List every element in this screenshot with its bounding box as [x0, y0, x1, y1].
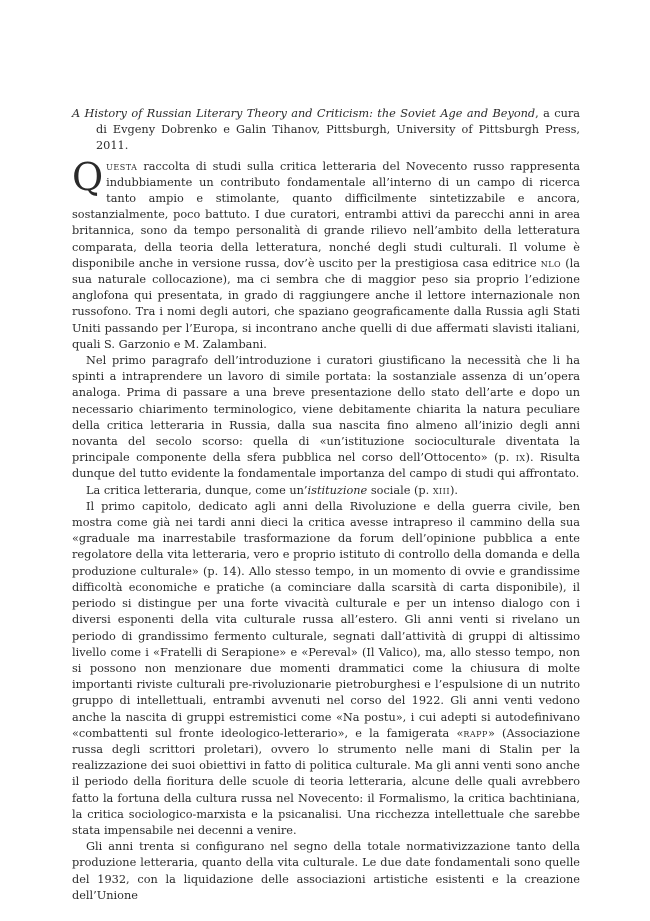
- bibliographic-reference: [72, 106, 580, 155]
- text-run: La critica letteraria, dunque, come un’: [86, 483, 308, 497]
- text-run: » (Associazione russa degli scrittori proletari), ovvero lo strumento nelle mani di Stalin per la realizzazione dei suoi obiettivi in fatto di politica culturale. Ma gli anni venti sono anche il periodo della fioritura delle scuole di teoria letteraria, alcune delle quali avrebbero fatto la fortuna della cultura russa nel Novecento: il Formalismo, la critica bachtiniana, la critica sociologico-marxista e la psicanalisi. Una ricchezza intellettuale che sarebbe stata impensabile nei decenni a venire.: [72, 726, 580, 837]
- acronym: rapp: [463, 726, 488, 740]
- drop-cap: Q: [72, 154, 104, 199]
- page-ref: ix: [515, 451, 526, 465]
- paragraph-3: [72, 483, 580, 499]
- text-run: Nel primo paragrafo dell’introduzione i curatori giustificano la necessità che li ha spinti a intraprendere un lavoro di simile portata: la sostanziale assenza di un’opera analoga. Prima di passare a una breve presentazione dello stato dell’arte e dopo un necessario chiarimento terminologico, viene debitamente chiarita la natura peculiare della critica letteraria in Russia, dalla sua nascita fino almeno all’inizio degli anni novanta del secolo scorso: quella di «un’istituzione socioculturale diventata la principale componente della sfera pubblica nel corso dell’Ottocento» (p.: [72, 354, 580, 465]
- text-run: ).: [450, 483, 459, 497]
- publisher-abbrev: nlo: [540, 256, 562, 270]
- review-body: [72, 106, 580, 904]
- paragraph-5: [72, 839, 580, 904]
- italic-term: istituzione: [307, 483, 368, 497]
- text-run: sociale (p.: [367, 483, 433, 497]
- paragraph-1: [72, 154, 580, 353]
- book-credits: , a cura di Evgeny Dobrenko e Galin Tihanov, Pittsburgh, University of Pittsburgh Press, 2011.: [96, 107, 580, 153]
- text-run: Gli anni trenta si configurano nel segno della totale normativizzazione tanto della produzione letteraria, quanto della vita culturale. Le due date fondamentali sono quelle del 1932, con la liquidazione delle associazioni artistiche esistenti e la creazione dell’Unione: [72, 840, 580, 902]
- text-run: ). Risulta dunque del tutto evidente la fondamentale importanza del campo di studi qui affrontato.: [72, 451, 580, 481]
- smallcaps-opening: uesta: [106, 159, 138, 173]
- text-run: raccolta di studi sulla critica letteraria del Novecento russo rappresenta indubbiamente un contributo fondamentale all’interno di un campo di ricerca tanto ampio e stimolante, quanto difficilmente sintetizzabile e ancora, sostanzialmente, poco battuto. I due curatori, entrambi attivi da parecchi anni in area britannica, sono da tempo personalità di grande rilievo nell’ambito della letteratura comparata, della teoria della letteratura, nonché degli studi culturali. Il volume è disponibile anche in versione russa, dov’è uscito per la prestigiosa casa editrice: [72, 159, 580, 270]
- paragraph-4: [72, 499, 580, 839]
- book-title: A History of Russian Literary Theory and Criticism: the Soviet Age and Beyond: [72, 107, 536, 120]
- text-run: (la sua naturale collocazione), ma ci sembra che di maggior peso sia proprio l’edizione anglofona qui presentata, in grado di raggiungere anche il lettore internazionale non russofono. Tra i nomi degli autori, che spaziano geograficamente dalla Russia agli Stati Uniti passando per l’Europa, si incontrano anche quelli di due affermati slavisti italiani, quali S. Garzonio e M. Zalambani.: [72, 256, 580, 351]
- text-run: Il primo capitolo, dedicato agli anni della Rivoluzione e della guerra civile, ben mostra come già nei tardi anni dieci la critica avesse intrapreso il cammino della sua «graduale ma inarrestabile trasformazione da forum dell’opinione pubblica a ente regolatore della vita letteraria, vero e proprio istituto di controllo della domanda e della produzione culturale» (p. 14). Allo stesso tempo, in un momento di ovvie e grandissime difficoltà economiche e pratiche (a cominciare dalla scarsità di carta disponibile), il periodo si distingue per una forte vivacità culturale e per un intenso dialogo con i diversi esponenti della vita culturale russa all’estero. Gli anni venti si rivelano un periodo di grandissimo fermento culturale, segnati dall’attività di gruppi di altissimo livello come i «Fratelli di Serapione» e «Pereval» (Il Valico), ma, allo stesso tempo, non si possono non menzionare due momenti drammatici come la chiusura di molte importanti riviste culturali pre-rivoluzionarie pietroburghesi e l’espulsione di un nutrito gruppo di intellettuali, entrambi avvenuti nel corso del 1922. Gli anni venti vedono anche la nascita di gruppi estremistici come «Na postu», i cui adepti si autodefinivano «combattenti sul fronte ideologico-letterario», e la famigerata «: [72, 499, 580, 740]
- page-ref: xiii: [432, 483, 451, 497]
- paragraph-2: [72, 353, 580, 483]
